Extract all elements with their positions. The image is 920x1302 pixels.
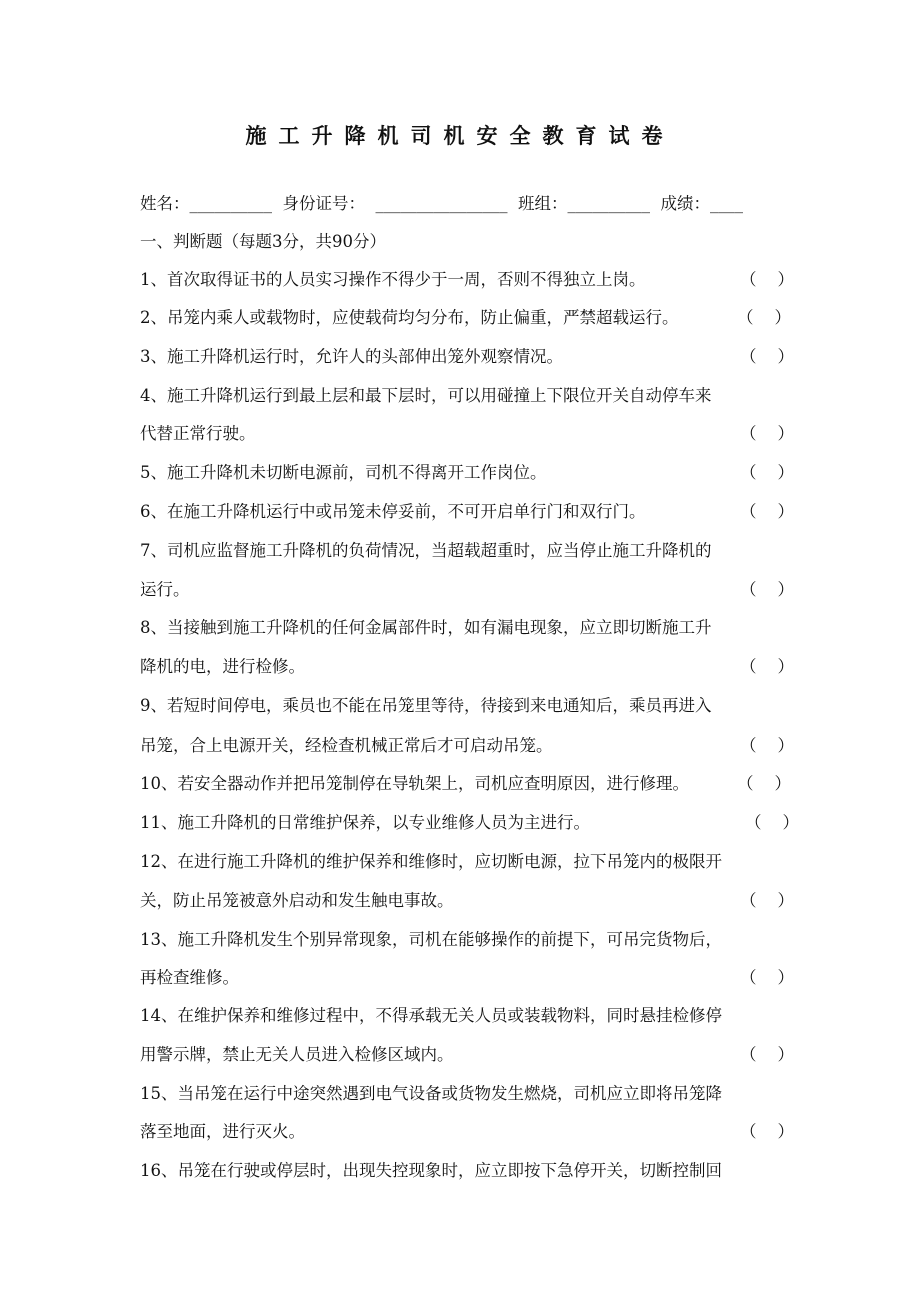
question-text: 1、首次取得证书的人员实习操作不得少于一周，否则不得独立上岗。 (140, 270, 646, 289)
question-text: 3、施工升降机运行时，允许人的头部伸出笼外观察情况。 (140, 347, 563, 366)
question-text: 9、若短时间停电，乘员也不能在吊笼里等待，待接到来电通知后，乘员再进入 (140, 696, 712, 715)
question-text: 落至地面，进行灭火。 (140, 1122, 305, 1141)
answer-bracket[interactable]: （ ） (740, 347, 794, 366)
question-text: 运行。 (140, 580, 190, 599)
answer-bracket[interactable]: （ ） (740, 891, 794, 910)
question-text: 12、在进行施工升降机的维护保养和维修时，应切断电源，拉下吊笼内的极限开 (140, 852, 722, 871)
answer-bracket[interactable]: （ ） (740, 1045, 794, 1064)
answer-bracket[interactable]: （ ） (740, 424, 794, 443)
answer-bracket[interactable]: （ ） (737, 308, 791, 327)
question-text: 16、吊笼在行驶或停层时，出现失控现象时，应立即按下急停开关，切断控制回 (140, 1161, 722, 1180)
answer-bracket[interactable]: （ ） (740, 968, 794, 987)
question-text: 5、施工升降机未切断电源前，司机不得离开工作岗位。 (140, 463, 547, 482)
question-text: 10、若安全器动作并把吊笼制停在导轨架上，司机应查明原因，进行修理。 (140, 774, 689, 793)
answer-bracket[interactable]: （ ） (740, 502, 794, 521)
answer-bracket[interactable]: （ ） (737, 774, 791, 793)
question-text: 15、当吊笼在运行中途突然遇到电气设备或货物发生燃烧，司机应立即将吊笼降 (140, 1084, 722, 1103)
question-text: 关，防止吊笼被意外启动和发生触电事故。 (140, 891, 454, 910)
question-text: 13、施工升降机发生个别异常现象，司机在能够操作的前提下，可吊完货物后， (140, 930, 722, 949)
page-title: 施工升降机司机安全教育试卷 (245, 123, 675, 148)
student-info-line: 姓名：__________ 身份证号： ________________ 班组：__________ 成绩：____ (140, 194, 743, 213)
question-text: 代替正常行驶。 (140, 424, 256, 443)
answer-bracket[interactable]: （ ） (745, 813, 799, 832)
answer-bracket[interactable]: （ ） (740, 270, 794, 289)
answer-bracket[interactable]: （ ） (740, 736, 794, 755)
question-text: 14、在维护保养和维修过程中，不得承载无关人员或装载物料，同时悬挂检修停 (140, 1006, 722, 1025)
question-text: 6、在施工升降机运行中或吊笼未停妥前，不可开启单行门和双行门。 (140, 502, 646, 521)
question-text: 11、施工升降机的日常维护保养，以专业维修人员为主进行。 (140, 813, 590, 832)
answer-bracket[interactable]: （ ） (740, 657, 794, 676)
answer-bracket[interactable]: （ ） (740, 1122, 794, 1141)
question-text: 2、吊笼内乘人或载物时，应使载荷均匀分布，防止偏重，严禁超载运行。 (140, 308, 679, 327)
question-text: 再检查维修。 (140, 968, 239, 987)
section-heading: 一、判断题（每题3分，共90分） (140, 232, 386, 251)
answer-bracket[interactable]: （ ） (740, 580, 794, 599)
question-text: 7、司机应监督施工升降机的负荷情况，当超载超重时，应当停止施工升降机的 (140, 541, 712, 560)
question-text: 降机的电，进行检修。 (140, 657, 305, 676)
question-text: 4、施工升降机运行到最上层和最下层时，可以用碰撞上下限位开关自动停车来 (140, 386, 712, 405)
question-text: 吊笼，合上电源开关，经检查机械正常后才可启动吊笼。 (140, 736, 553, 755)
question-text: 用警示牌，禁止无关人员进入检修区域内。 (140, 1045, 454, 1064)
answer-bracket[interactable]: （ ） (740, 463, 794, 482)
question-text: 8、当接触到施工升降机的任何金属部件时，如有漏电现象，应立即切断施工升 (140, 618, 712, 637)
